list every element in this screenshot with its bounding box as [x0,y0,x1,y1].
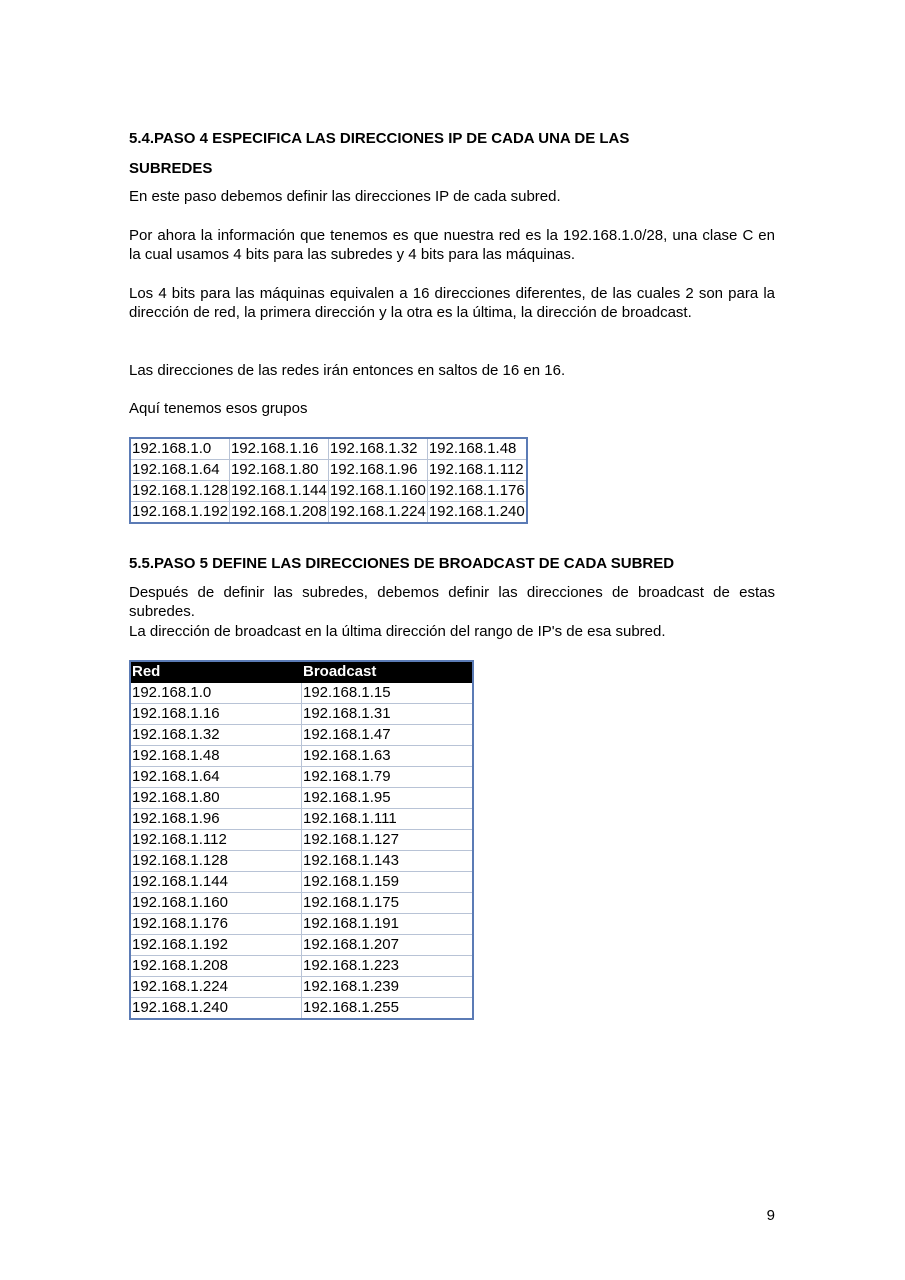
paragraph-broadcast-definition: La dirección de broadcast en la última dirección del rango de IP's de esa subred. [129,623,666,640]
subnet-grid-cell: 192.168.1.64 [130,460,229,481]
broadcast-address-cell: 192.168.1.31 [302,704,474,725]
subnet-grid-cell: 192.168.1.192 [130,502,229,524]
broadcast-address-cell: 192.168.1.15 [302,683,474,704]
network-address-cell: 192.168.1.128 [130,851,302,872]
table-row [130,977,473,998]
broadcast-table [129,660,474,1020]
subnet-grid-cell: 192.168.1.208 [229,502,328,524]
subnet-grid-table [129,437,528,524]
subnet-grid-cell: 192.168.1.16 [229,438,328,460]
subnet-grid-cell: 192.168.1.144 [229,481,328,502]
paragraph-network-info: Por ahora la información que tenemos es que nuestra red es la 192.168.1.0/28, una clase C en la cual usamos 4 bits para las subredes y 4 bits para las máquinas. [129,227,775,263]
subnet-grid-cell: 192.168.1.112 [427,460,526,481]
network-address-cell: 192.168.1.112 [130,830,302,851]
red-column-header: Red [130,661,302,683]
page-number: 9 [766,1207,775,1224]
subnet-grid-row [130,460,527,481]
broadcast-address-cell: 192.168.1.207 [302,935,474,956]
broadcast-address-cell: 192.168.1.143 [302,851,474,872]
subnet-grid-cell: 192.168.1.128 [130,481,229,502]
network-address-cell: 192.168.1.176 [130,914,302,935]
broadcast-address-cell: 192.168.1.111 [302,809,474,830]
network-address-cell: 192.168.1.96 [130,809,302,830]
section-5-4-title-line2: SUBREDES [129,160,213,177]
broadcast-address-cell: 192.168.1.95 [302,788,474,809]
subnet-grid-row [130,481,527,502]
table-row [130,746,473,767]
network-address-cell: 192.168.1.48 [130,746,302,767]
paragraph-jumps: Las direcciones de las redes irán entonces en saltos de 16 en 16. [129,362,566,379]
subnet-grid-cell: 192.168.1.240 [427,502,526,524]
subnet-grid-cell: 192.168.1.160 [328,481,427,502]
section-5-4-title-line1: 5.4.PASO 4 ESPECIFICA LAS DIRECCIONES IP DE CADA UNA DE LAS [129,130,630,147]
network-address-cell: 192.168.1.0 [130,683,302,704]
broadcast-address-cell: 192.168.1.191 [302,914,474,935]
table-row [130,998,473,1020]
broadcast-column-header: Broadcast [302,661,474,683]
network-address-cell: 192.168.1.32 [130,725,302,746]
network-address-cell: 192.168.1.80 [130,788,302,809]
network-address-cell: 192.168.1.208 [130,956,302,977]
table-row [130,851,473,872]
paragraph-after-subnets: Después de definir las subredes, debemos definir las direcciones de broadcast de estas subredes. [129,584,775,620]
broadcast-address-cell: 192.168.1.63 [302,746,474,767]
table-row [130,683,473,704]
subnet-grid-row [130,438,527,460]
table-row [130,704,473,725]
subnet-grid-cell: 192.168.1.48 [427,438,526,460]
broadcast-address-cell: 192.168.1.47 [302,725,474,746]
network-address-cell: 192.168.1.160 [130,893,302,914]
broadcast-address-cell: 192.168.1.159 [302,872,474,893]
subnet-grid-cell: 192.168.1.224 [328,502,427,524]
network-address-cell: 192.168.1.224 [130,977,302,998]
broadcast-address-cell: 192.168.1.127 [302,830,474,851]
subnet-grid-row [130,502,527,524]
subnet-grid-cell: 192.168.1.80 [229,460,328,481]
table-row [130,935,473,956]
table-row [130,830,473,851]
table-row [130,767,473,788]
broadcast-address-cell: 192.168.1.239 [302,977,474,998]
broadcast-address-cell: 192.168.1.255 [302,998,474,1020]
subnet-grid-cell: 192.168.1.32 [328,438,427,460]
table-row [130,872,473,893]
network-address-cell: 192.168.1.144 [130,872,302,893]
network-address-cell: 192.168.1.192 [130,935,302,956]
broadcast-address-cell: 192.168.1.175 [302,893,474,914]
paragraph-bits-explanation: Los 4 bits para las máquinas equivalen a 16 direcciones diferentes, de las cuales 2 son para la dirección de red, la primera dirección y la otra es la última, la dirección de broadcast. [129,285,775,321]
paragraph-groups: Aquí tenemos esos grupos [129,400,308,417]
paragraph-intro: En este paso debemos definir las direcciones IP de cada subred. [129,188,561,205]
section-5-5-title: 5.5.PASO 5 DEFINE LAS DIRECCIONES DE BROADCAST DE CADA SUBRED [129,555,675,572]
subnet-grid-cell: 192.168.1.176 [427,481,526,502]
network-address-cell: 192.168.1.64 [130,767,302,788]
table-row [130,956,473,977]
network-address-cell: 192.168.1.16 [130,704,302,725]
table-row [130,893,473,914]
subnet-grid-cell: 192.168.1.0 [130,438,229,460]
table-row [130,725,473,746]
table-row [130,809,473,830]
broadcast-address-cell: 192.168.1.223 [302,956,474,977]
subnet-grid-cell: 192.168.1.96 [328,460,427,481]
network-address-cell: 192.168.1.240 [130,998,302,1020]
table-row [130,914,473,935]
broadcast-address-cell: 192.168.1.79 [302,767,474,788]
broadcast-table-header-row [130,661,473,683]
table-row [130,788,473,809]
